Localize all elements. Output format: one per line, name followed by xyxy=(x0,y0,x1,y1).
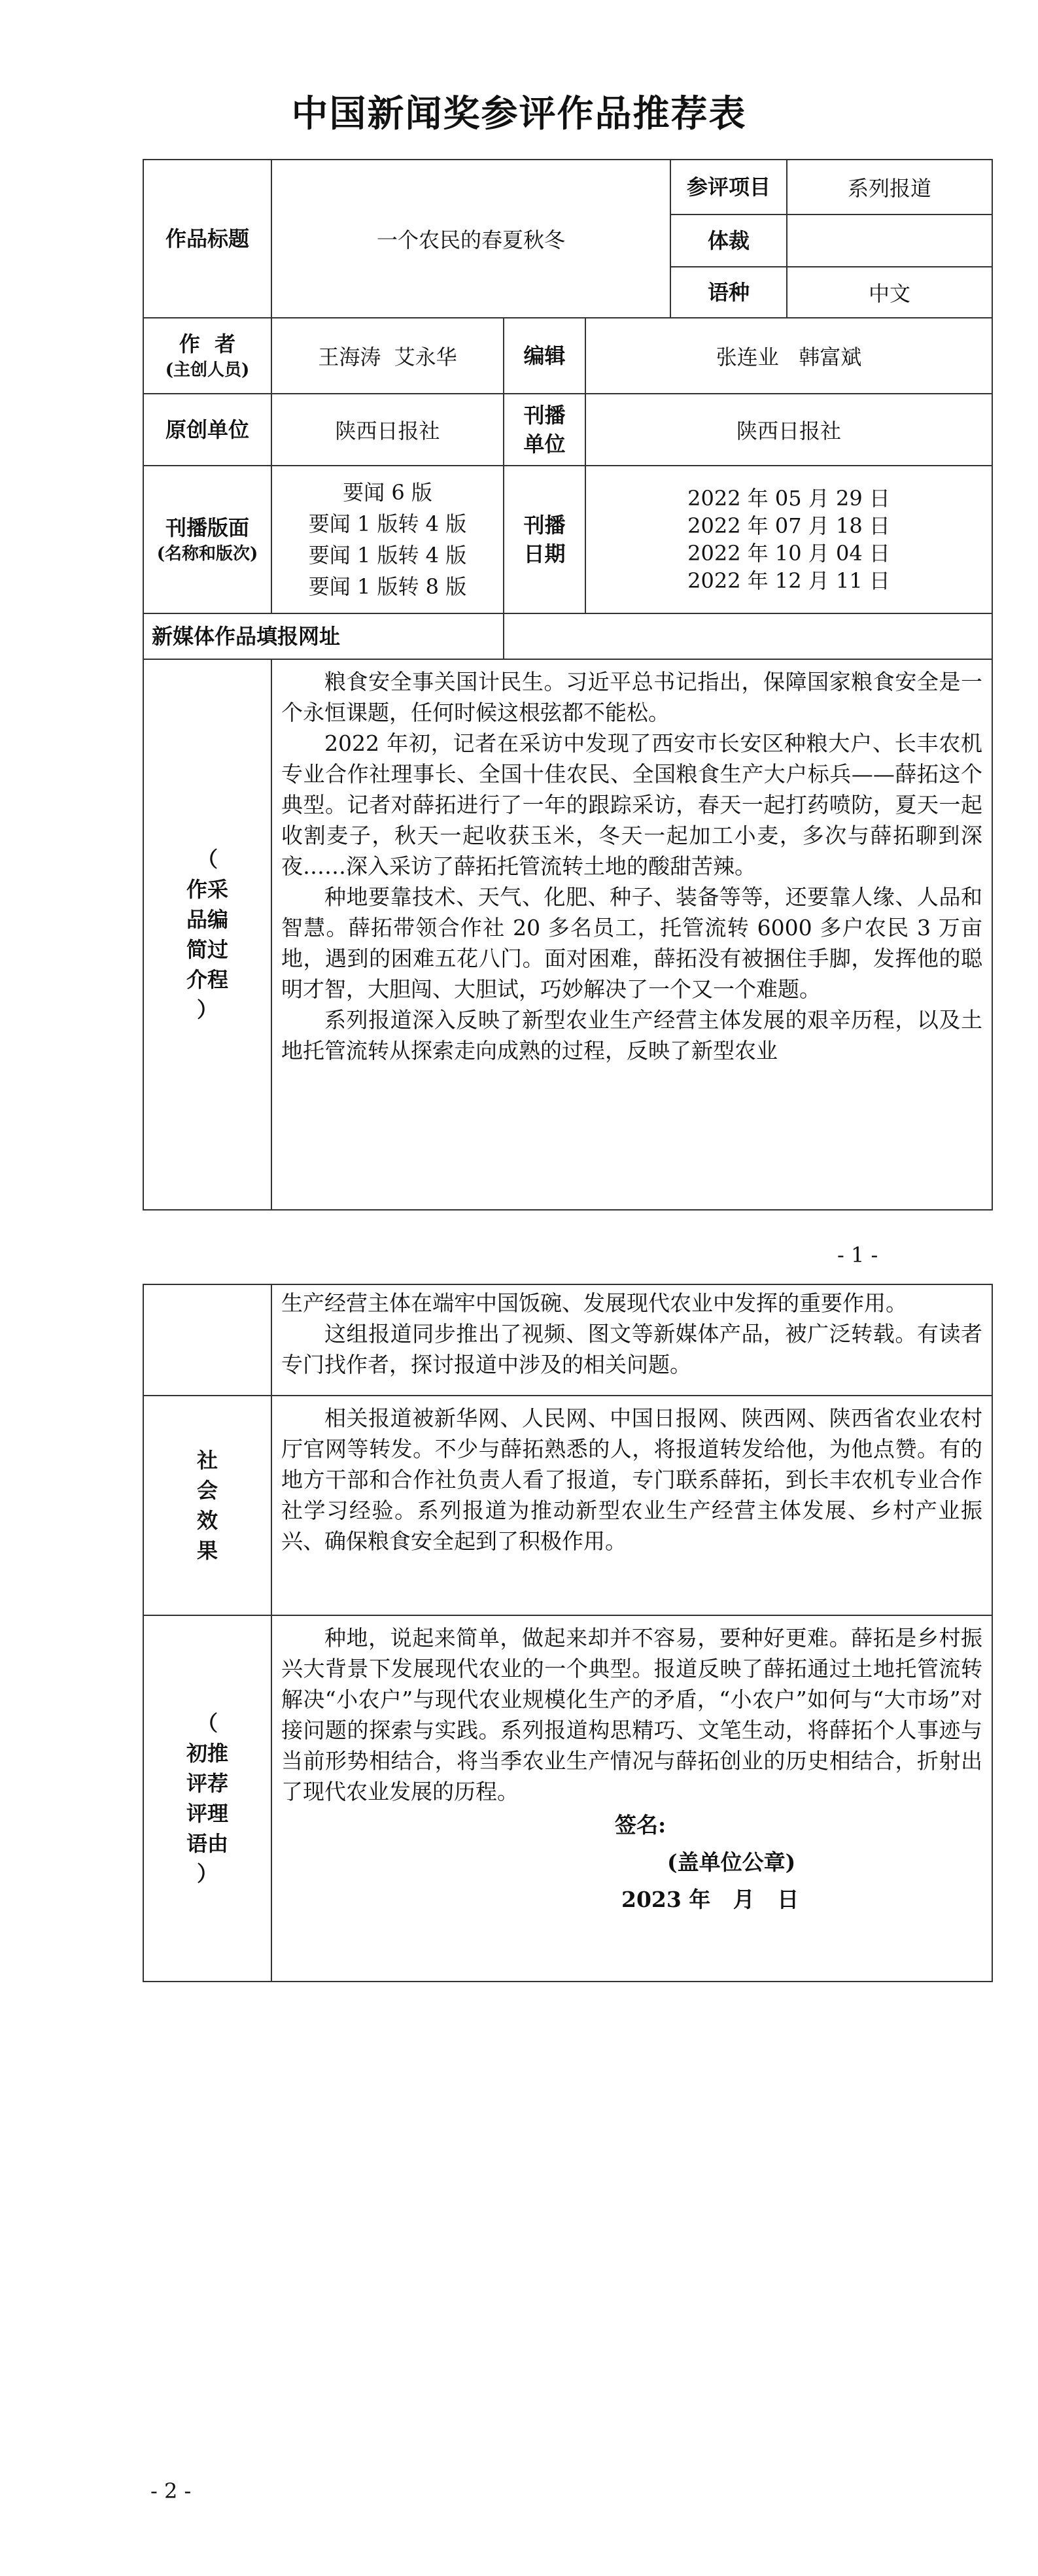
process-label-char: ） xyxy=(196,997,218,1022)
signature-label: 签名: xyxy=(615,1812,666,1838)
process-label-char: 介程 xyxy=(186,967,228,992)
publish-unit-value: 陕西日报社 xyxy=(585,394,992,466)
page-number-1: - 1 - xyxy=(837,1243,878,1267)
layout-line: 要闻 1 版转 4 版 xyxy=(308,511,467,536)
layout-line: 要闻 1 版转 4 版 xyxy=(308,543,467,568)
review-label-char: ） xyxy=(196,1861,218,1886)
signature-date: 2023 年 月 日 xyxy=(621,1887,799,1912)
process-label-char: 简过 xyxy=(186,937,228,962)
publish-unit-label-2: 单位 xyxy=(523,432,566,456)
publish-date-label-1: 刊播 xyxy=(523,513,566,538)
newmedia-url-value xyxy=(504,613,992,659)
effect-paragraph: 相关报道被新华网、人民网、中国日报网、陕西网、陕西省农业农村厅官网等转发。不少与薛拓熟悉的人，将报道转发给他，为他点赞。有的地方干部和合作社负责人看了报道，专门联系薛拓，到长丰农机专业合作社学习经验。系列报道为推动新型农业生产经营主体发展、乡村产业振兴、确保粮食安全起到了积极作用。 xyxy=(281,1405,982,1554)
date-line: 2022 年 10 月 04 日 xyxy=(687,541,890,566)
original-unit-label: 原创单位 xyxy=(143,394,271,466)
seal-note: (盖单位公章) xyxy=(667,1849,796,1875)
review-text xyxy=(271,1615,992,1982)
recommendation-table-page1 xyxy=(143,159,993,1211)
author-label xyxy=(143,318,271,394)
process-label-char: 品编 xyxy=(186,907,228,932)
language-label: 语种 xyxy=(670,267,787,318)
work-title-value: 一个农民的春夏秋冬 xyxy=(271,160,670,318)
page-title: 中国新闻奖参评作品推荐表 xyxy=(291,92,747,135)
process-continued-paragraph: 生产经营主体在端牢中国饭碗、发展现代农业中发挥的重要作用。 xyxy=(281,1290,907,1316)
process-label-char: （ xyxy=(196,847,218,872)
effect-label xyxy=(143,1396,271,1615)
effect-label-char: 效 xyxy=(196,1508,218,1533)
publish-date-label xyxy=(504,466,585,613)
process-label-char: 作采 xyxy=(186,877,228,902)
process-continued-text xyxy=(271,1284,992,1396)
process-paragraph: 2022 年初，记者在采访中发现了西安市长安区种粮大户、长丰农机专业合作社理事长、全国十佳农民、全国粮食生产大户标兵——薛拓这个典型。记者对薛拓进行了一年的跟踪采访，春天一起打药喷防，夏天一起收割麦子，秋天一起收获玉米，冬天一起加工小麦，多次与薛拓聊到深夜……深入采访了薛拓托管流转土地的酸甜苦辣。 xyxy=(281,730,982,879)
layout-line: 要闻 6 版 xyxy=(343,480,432,505)
author-label-sub: (主创人员) xyxy=(165,360,250,380)
process-label xyxy=(143,659,271,1210)
original-unit-value: 陕西日报社 xyxy=(271,394,504,466)
dates-value xyxy=(585,466,992,613)
process-paragraph: 粮食安全事关国计民生。习近平总书记指出，保障国家粮食安全是一个永恒课题，任何时候这根弦都不能松。 xyxy=(281,669,982,725)
review-label xyxy=(143,1615,271,1982)
work-title-label: 作品标题 xyxy=(143,160,271,318)
process-text xyxy=(271,659,992,1210)
process-continued-label xyxy=(143,1284,271,1396)
effect-label-char: 果 xyxy=(196,1538,218,1563)
effect-text xyxy=(271,1396,992,1615)
layout-label xyxy=(143,466,271,613)
layout-label-main: 刊播版面 xyxy=(165,515,249,540)
date-line: 2022 年 05 月 29 日 xyxy=(687,486,890,511)
effect-label-char: 社 xyxy=(196,1448,218,1473)
effect-label-char: 会 xyxy=(196,1478,218,1503)
publish-unit-label-1: 刊播 xyxy=(523,403,566,428)
process-continued-paragraph: 这组报道同步推出了视频、图文等新媒体产品，被广泛转载。有读者专门找作者，探讨报道中涉及的相关问题。 xyxy=(281,1321,982,1377)
publish-date-label-2: 日期 xyxy=(523,541,566,566)
date-line: 2022 年 07 月 18 日 xyxy=(687,513,890,538)
review-label-char: （ xyxy=(196,1711,218,1736)
date-line: 2022 年 12 月 11 日 xyxy=(687,568,890,593)
review-label-char: 初推 xyxy=(186,1741,228,1766)
layouts-value xyxy=(271,466,504,613)
process-paragraph: 系列报道深入反映了新型农业生产经营主体发展的艰辛历程，以及土地托管流转从探索走向成熟的过程，反映了新型农业 xyxy=(281,1007,982,1063)
layout-label-sub: (名称和版次) xyxy=(156,544,258,564)
language-value: 中文 xyxy=(787,267,992,318)
review-label-char: 评理 xyxy=(186,1801,228,1826)
category-value: 系列报道 xyxy=(787,160,992,215)
author-label-main: 作 者 xyxy=(179,332,236,356)
recommendation-table-page2 xyxy=(143,1284,993,1982)
genre-value xyxy=(787,215,992,267)
publish-unit-label xyxy=(504,394,585,466)
newmedia-url-label: 新媒体作品填报网址 xyxy=(143,613,504,659)
editors-value: 张连业 韩富斌 xyxy=(585,318,992,394)
review-label-char: 评荐 xyxy=(186,1771,228,1796)
review-label-char: 语由 xyxy=(186,1831,228,1856)
page-number-2: - 2 - xyxy=(150,2479,192,2503)
authors-value: 王海涛 艾永华 xyxy=(271,318,504,394)
editor-label: 编辑 xyxy=(504,318,585,394)
process-paragraph: 种地要靠技术、天气、化肥、种子、装备等等，还要靠人缘、人品和智慧。薛拓带领合作社 20 多名员工，托管流转 6000 多户农民 3 万亩地，遇到的困难五花八门。面对困难，薛拓没有被捆住手脚，发挥他的聪明才智，大胆闯、大胆试，巧妙解决了一个又一个难题。 xyxy=(281,884,982,1002)
genre-label: 体裁 xyxy=(670,215,787,267)
category-label: 参评项目 xyxy=(670,160,787,215)
review-paragraph: 种地，说起来简单，做起来却并不容易，要种好更难。薛拓是乡村振兴大背景下发展现代农业的一个典型。报道反映了薛拓通过土地托管流转解决“小农户”与现代农业规模化生产的矛盾，“小农户”如何与“大市场”对接问题的探索与实践。系列报道构思精巧、文笔生动，将薛拓个人事迹与当前形势相结合，将当季农业生产情况与薛拓创业的历史相结合，折射出了现代农业发展的历程。 xyxy=(281,1625,982,1804)
layout-line: 要闻 1 版转 8 版 xyxy=(308,574,467,599)
